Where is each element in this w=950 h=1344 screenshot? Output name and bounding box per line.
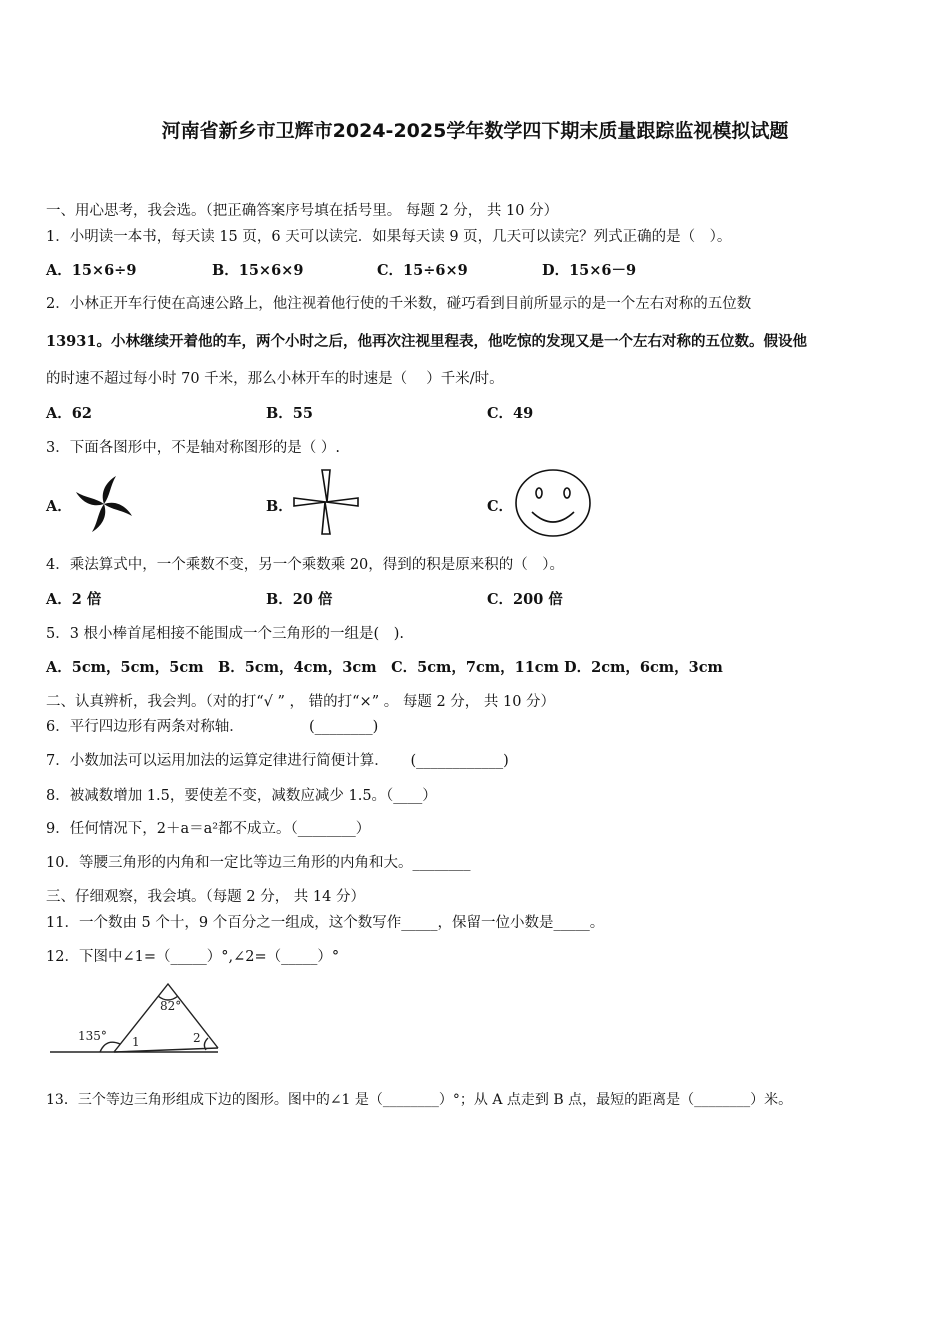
q3-option-c: C． — [487, 498, 514, 515]
q2-option-b: B．55 — [266, 405, 313, 422]
q2-line2: 13931。小林继续开着他的车，两个小时之后，他再次注视里程表，他吃惊的发现又是一个左右对称的五位数。假设他 — [46, 333, 807, 350]
pinwheel-figure — [70, 472, 140, 536]
q1-option-c: C．15÷6×9 — [377, 262, 468, 279]
q9: 9．任何情况下，2＋a＝a²都不成立。（________） — [46, 821, 371, 837]
q3-option-b: B． — [266, 498, 293, 515]
q5-stem: 5．3 根小棒首尾相接不能围成一个三角形的一组是( ). — [46, 626, 404, 642]
q11: 11．一个数由 5 个十，9 个百分之一组成，这个数写作_____，保留一位小数是_____。 — [46, 915, 605, 931]
q4-stem: 4．乘法算式中，一个乘数不变，另一个乘数乘 20，得到的积是原来积的（ ）。 — [46, 557, 565, 573]
q10: 10．等腰三角形的内角和一定比等边三角形的内角和大。________ — [46, 855, 471, 871]
q4-option-c: C．200 倍 — [487, 591, 563, 608]
smiley-face-figure — [514, 468, 592, 538]
q3-stem: 3．下面各图形中，不是轴对称图形的是（ ）. — [46, 440, 340, 456]
section3-heading: 三、仔细观察，我会填。（每题 2 分， 共 14 分） — [46, 889, 365, 905]
angle-135-label: 135° — [78, 1029, 107, 1043]
q1-option-b: B．15×6×9 — [212, 262, 304, 279]
q2-option-a: A．62 — [46, 405, 92, 422]
q3-option-a: A． — [46, 498, 72, 515]
angle-82-label: 82° — [160, 999, 182, 1013]
q8: 8．被减数增加 1.5，要使差不变，减数应减少 1.5。（____） — [46, 788, 437, 804]
q2-line1: 2．小林正开车行使在高速公路上，他注视着他行使的千米数，碰巧看到目前所显示的是一个左右对称的五位数 — [46, 296, 752, 312]
section2-heading: 二、认真辨析，我会判。（对的打“√ ” ， 错的打“×” 。 每题 2 分， 共 10 分） — [46, 694, 556, 710]
q6: 6．平行四边形有两条对称轴． (________) — [46, 719, 379, 735]
q7: 7．小数加法可以运用加法的运算定律进行简便计算． (____________) — [46, 753, 509, 769]
q2-line3: 的时速不超过每小时 70 千米，那么小林开车的时速是（ ）千米/时。 — [46, 371, 504, 387]
triangle-angle-figure — [50, 978, 230, 1058]
q12: 12．下图中∠1=（_____）°,∠2=（_____）° — [46, 949, 340, 965]
page-title: 河南省新乡市卫辉市2024-2025学年数学四下期末质量跟踪监视模拟试题 — [161, 120, 789, 142]
q1-stem: 1．小明读一本书，每天读 15 页，6 天可以读完．如果每天读 9 页，几天可以读完？列式正确的是（ ）。 — [46, 229, 732, 245]
q4-option-a: A．2 倍 — [46, 591, 102, 608]
section1-heading: 一、用心思考，我会选。（把正确答案序号填在括号里。 每题 2 分， 共 10 分） — [46, 203, 559, 219]
q1-option-a: A．15×6÷9 — [46, 262, 137, 279]
angle-1-label: 1 — [132, 1035, 140, 1049]
q4-option-b: B．20 倍 — [266, 591, 333, 608]
q1-option-d: D．15×6－9 — [542, 262, 637, 279]
q5-options: A．5cm，5cm，5cm B．5cm，4cm，3cm C．5cm，7cm，11cm D．2cm，6cm，3cm — [46, 659, 723, 676]
angle-2-label: 2 — [193, 1031, 201, 1045]
cross-figure — [292, 468, 360, 536]
q2-option-c: C．49 — [487, 405, 534, 422]
q13: 13．三个等边三角形组成下边的图形。图中的∠1 是（________）°；从 A 点走到 B 点，最短的距离是（________）米。 — [46, 1092, 793, 1108]
